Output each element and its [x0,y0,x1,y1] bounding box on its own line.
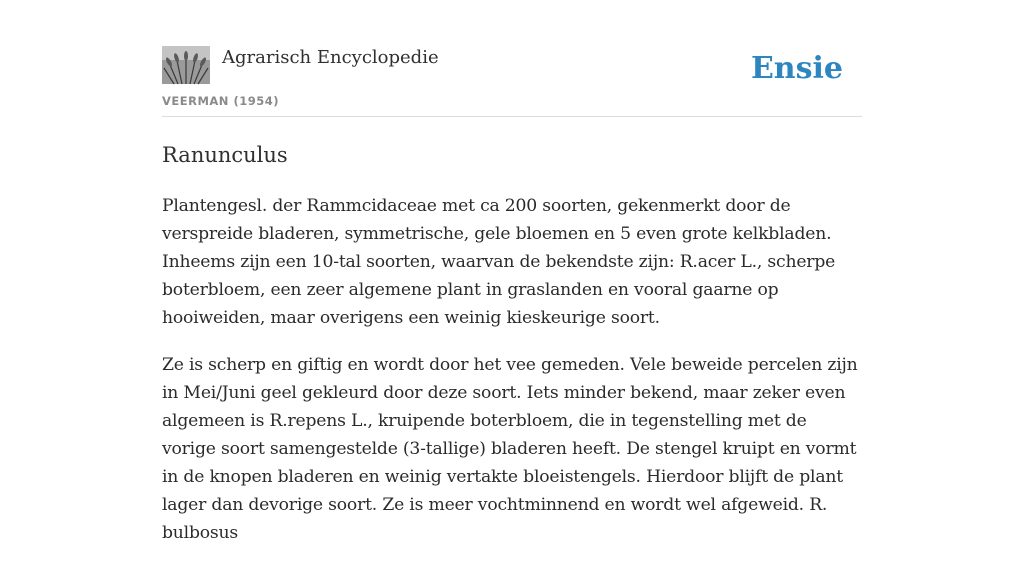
entry-body [162,192,862,566]
header [162,0,862,117]
source-title[interactable]: Agrarisch Encyclopedie [222,47,439,68]
page [162,0,862,543]
wheat-logo-icon[interactable] [162,46,210,84]
brand-logo[interactable]: Ensie [750,51,843,86]
paragraph: Plantengesl. der Rammcidaceae met ca 200 soorten, gekenmerkt door de verspreide bladeren, symmetrische, gele bloemen en 5 even grote kelkbladen. Inheems zijn een 10-tal soorten, waarvan de bekendste zijn: R.acer L., scherpe boterbloem, een zeer algemene plant in graslanden en vooral gaarne op hooiweiden, maar overigens een weinig kieskeurige soort. [162,196,836,328]
source-meta: VEERMAN (1954) [162,94,279,108]
paragraph: Ze is scherp en giftig en wordt door het vee gemeden. Vele beweide percelen zijn in Mei/Juni geel gekleurd door deze soort. Iets minder bekend, maar zeker even algemeen is R.repens L., kruipende boterbloem, die in tegenstelling met de vorige soort samengestelde (3-tallige) bladeren heeft. De stengel kruipt en vormt in de knopen bladeren en weinig vertakte bloeistengels. Hierdoor blijft de plant lager dan devorige soort. Ze is meer vochtminnend en wordt wel afgeweid. R. bulbosus [162,355,858,543]
entry-title: Ranunculus [162,143,288,167]
